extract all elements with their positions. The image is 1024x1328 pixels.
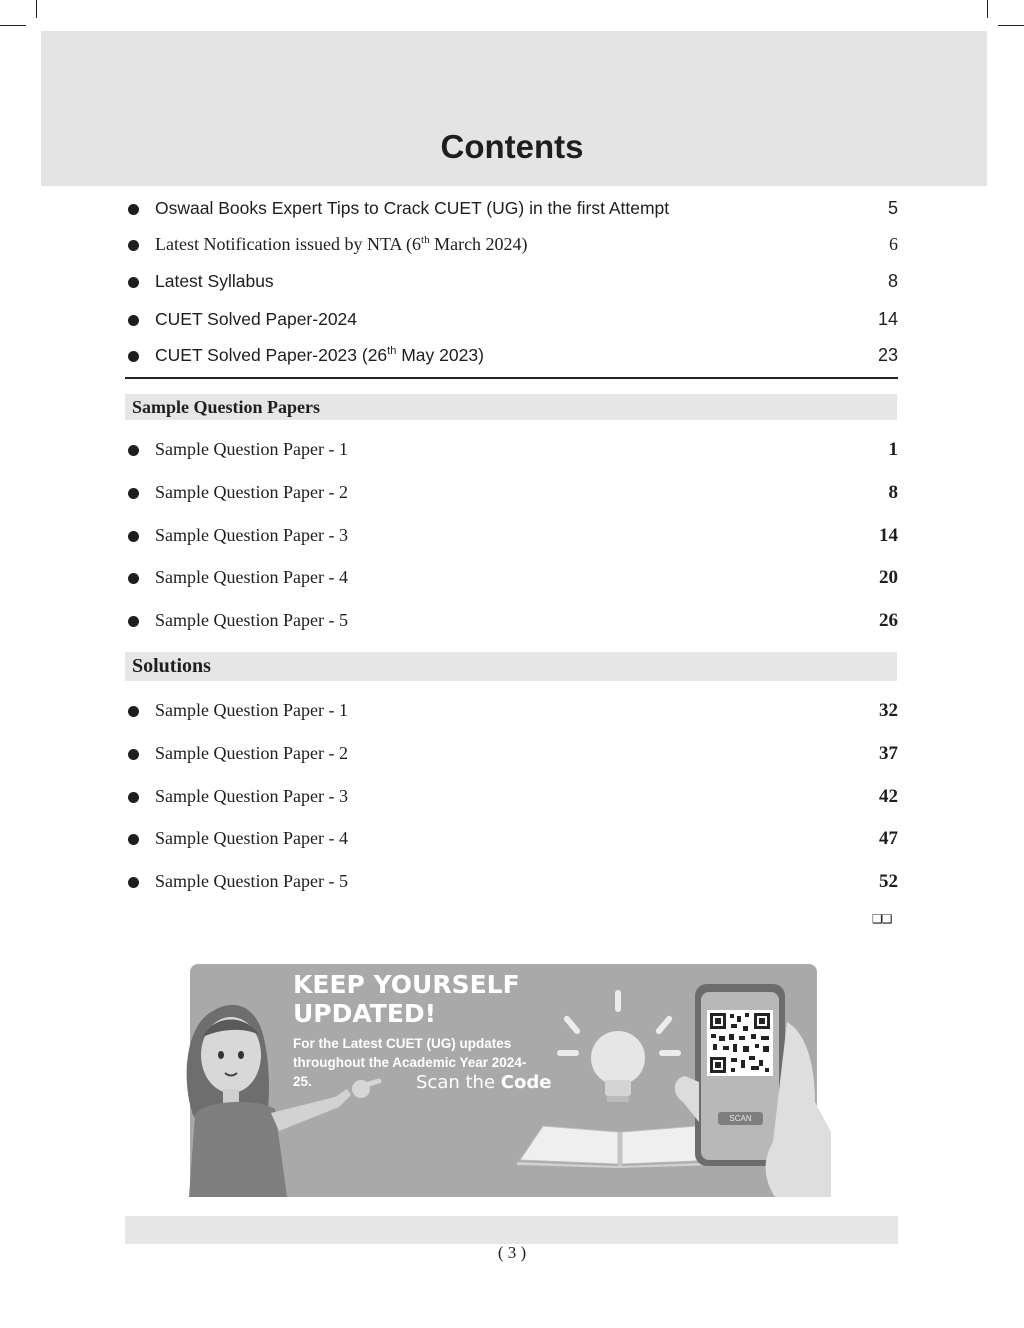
bullet-icon — [128, 877, 139, 888]
toc-page: 14 — [877, 309, 898, 329]
toc-page: 47 — [879, 828, 898, 849]
bullet-icon — [128, 616, 139, 627]
toc-row[interactable] — [125, 868, 898, 898]
toc-label: Sample Question Paper - 5 — [155, 610, 348, 630]
toc-page: 6 — [889, 234, 898, 254]
page-title: Contents — [440, 128, 584, 165]
toc-label: Oswaal Books Expert Tips to Crack CUET (UG) in the first Attempt — [155, 198, 670, 218]
toc-row[interactable] — [125, 825, 898, 855]
bullet-icon — [128, 204, 139, 215]
bullet-icon — [128, 240, 139, 251]
toc-label: Sample Question Paper - 5 — [155, 871, 348, 891]
toc-label: Sample Question Paper - 4 — [155, 567, 348, 587]
toc-row[interactable] — [125, 697, 898, 727]
end-mark-icon: ❑❑ — [872, 912, 892, 926]
toc-page: 37 — [879, 743, 898, 764]
toc-page: 20 — [879, 567, 898, 588]
toc-label: Sample Question Paper - 1 — [155, 700, 348, 720]
section-heading: Solutions — [132, 655, 211, 677]
banner-subtext: For the Latest CUET (UG) updates throughout the Academic Year 2024-25. — [293, 1036, 527, 1089]
toc-page: 8 — [888, 482, 898, 503]
toc-label: Sample Question Paper - 2 — [155, 743, 348, 763]
bullet-icon — [128, 315, 139, 326]
bullet-icon — [128, 445, 139, 456]
toc-row[interactable] — [125, 564, 898, 594]
toc-page: 52 — [879, 871, 898, 892]
toc-page: 26 — [879, 610, 898, 631]
section-heading: Sample Question Papers — [132, 397, 321, 417]
toc-label: Latest Syllabus — [155, 271, 274, 291]
crop-mark — [987, 0, 988, 18]
toc-page: 14 — [879, 525, 898, 546]
crop-mark — [0, 25, 26, 26]
toc-row[interactable] — [125, 195, 898, 225]
toc-label: Latest Notification issued by NTA (6th March 2024) — [155, 234, 528, 254]
bullet-icon — [128, 277, 139, 288]
footer-band — [125, 1216, 898, 1244]
toc-row[interactable] — [125, 740, 898, 770]
bullet-icon — [128, 488, 139, 499]
toc-page: 8 — [887, 271, 898, 291]
toc-row[interactable] — [125, 231, 898, 261]
toc-row[interactable] — [125, 268, 898, 298]
toc-row[interactable] — [125, 306, 898, 336]
toc-label: CUET Solved Paper-2023 (26th May 2023) — [155, 345, 484, 365]
toc-label: Sample Question Paper - 3 — [155, 525, 348, 545]
toc-page: 32 — [879, 700, 898, 721]
toc-label: CUET Solved Paper-2024 — [155, 309, 358, 329]
toc-label: Sample Question Paper - 4 — [155, 828, 348, 848]
toc-page: 5 — [887, 198, 898, 218]
section-heading-band — [125, 652, 897, 681]
toc-page: 42 — [879, 786, 898, 807]
toc-page: 23 — [877, 345, 898, 365]
page-number: ( 3 ) — [497, 1243, 527, 1262]
crop-mark — [998, 25, 1024, 26]
toc-row[interactable] — [125, 436, 898, 466]
toc-row[interactable] — [125, 522, 898, 552]
toc-row[interactable] — [125, 479, 898, 509]
scan-button[interactable]: SCAN — [718, 1112, 763, 1125]
bullet-icon — [128, 834, 139, 845]
bullet-icon — [128, 706, 139, 717]
toc-row[interactable] — [125, 607, 898, 637]
toc-row[interactable] — [125, 342, 898, 372]
bullet-icon — [128, 351, 139, 362]
bullet-icon — [128, 792, 139, 803]
section-heading-band — [125, 394, 897, 420]
banner-heading: KEEP YOURSELF UPDATED! — [293, 970, 520, 1028]
crop-mark — [36, 0, 37, 18]
toc-page: 1 — [888, 439, 898, 460]
phone-qr-icon — [665, 982, 835, 1197]
bullet-icon — [128, 531, 139, 542]
toc-label: Sample Question Paper - 1 — [155, 439, 348, 459]
banner-scan-text: Scan the Code — [416, 1072, 552, 1093]
divider — [125, 377, 898, 379]
bullet-icon — [128, 749, 139, 760]
toc-label: Sample Question Paper - 3 — [155, 786, 348, 806]
toc-row[interactable] — [125, 783, 898, 813]
bullet-icon — [128, 573, 139, 584]
toc-label: Sample Question Paper - 2 — [155, 482, 348, 502]
